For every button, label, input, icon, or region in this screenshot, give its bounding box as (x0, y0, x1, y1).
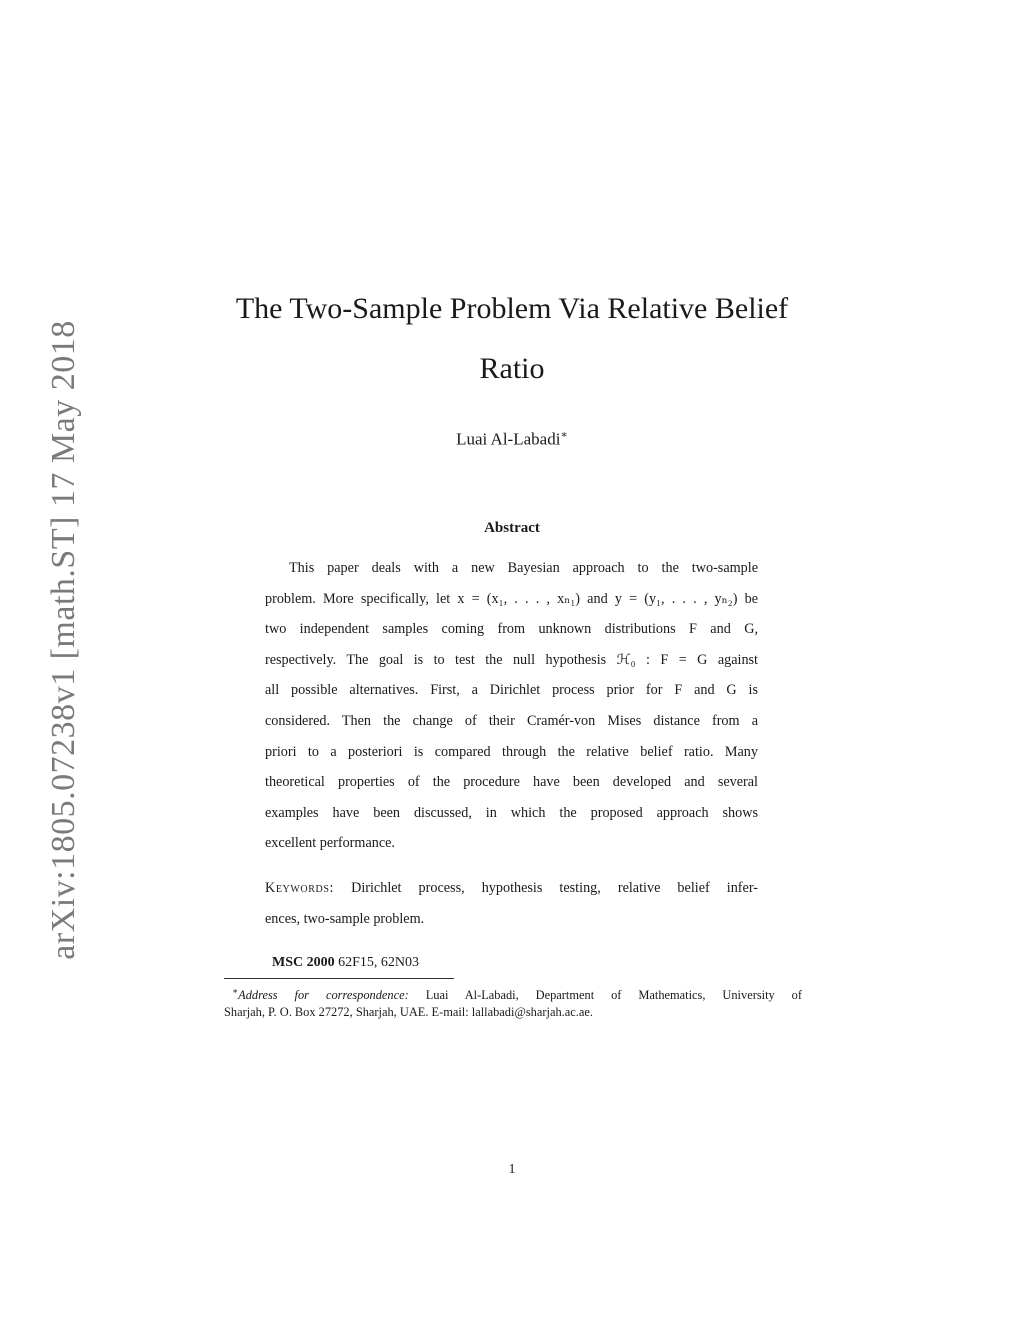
page-number: 1 (508, 1162, 516, 1177)
abstract-line: priori to a posteriori is compared through the relative belief ratio. Many (265, 743, 758, 760)
msc-codes: 62F15, 62N03 (338, 955, 420, 970)
author-block (0, 428, 1024, 450)
footnote-label: Address for correspondence: (238, 988, 409, 1003)
author-name: Luai Al-Labadi (456, 429, 561, 449)
abstract-line: examples have been discussed, in which the proposed approach shows (265, 804, 758, 821)
abstract-line: This paper deals with a new Bayesian approach to the two-sample (289, 560, 758, 576)
keywords-line-2: ences, two-sample problem. (265, 910, 425, 927)
keywords-label: Keywords: (265, 880, 335, 896)
paper-title-line-1: The Two-Sample Problem Via Relative Belief (235, 292, 789, 325)
footnote-rule (224, 978, 454, 979)
keywords-line-1 (265, 873, 758, 904)
abstract-line: problem. More specifically, let x = (x₁, . . . , xₙ₁) and y = (y₁, . . . , yₙ₂) be (265, 590, 758, 607)
abstract-line: all possible alternatives. First, a Dirichlet process prior for F and G is (265, 682, 758, 699)
msc-classification (272, 955, 419, 971)
abstract-line: considered. Then the change of their Cramér-von Mises distance from a (265, 712, 758, 729)
abstract-body (265, 553, 758, 859)
abstract-line: respectively. The goal is to test the null hypothesis ℋ₀ : F = G against (265, 651, 758, 668)
keywords-text: Dirichlet process, hypothesis testing, relative belief infer- (351, 880, 758, 896)
author-footnote-marker: ∗ (560, 429, 568, 441)
paper-title-line-2: Ratio (479, 352, 545, 385)
abstract-heading: Abstract (484, 520, 540, 536)
footnote-address: Luai Al-Labadi, Department of Mathematics, University of (425, 988, 802, 1003)
keywords-block (265, 873, 758, 934)
abstract-line: excellent performance. (265, 835, 395, 852)
footnote-line-1 (224, 983, 802, 1004)
abstract-line: two independent samples coming from unknown distributions F and G, (265, 621, 758, 638)
msc-label: MSC 2000 (272, 955, 335, 970)
arxiv-identifier-stamp: arXiv:1805.07238v1 [math.ST] 17 May 2018 (45, 320, 82, 960)
abstract-line: theoretical properties of the procedure have been developed and several (265, 774, 758, 791)
footnote (224, 983, 802, 1021)
footnote-marker: ∗ (232, 986, 239, 996)
footnote-line-2: Sharjah, P. O. Box 27272, Sharjah, UAE. E-mail: lallabadi@sharjah.ac.ae. (224, 1005, 593, 1020)
